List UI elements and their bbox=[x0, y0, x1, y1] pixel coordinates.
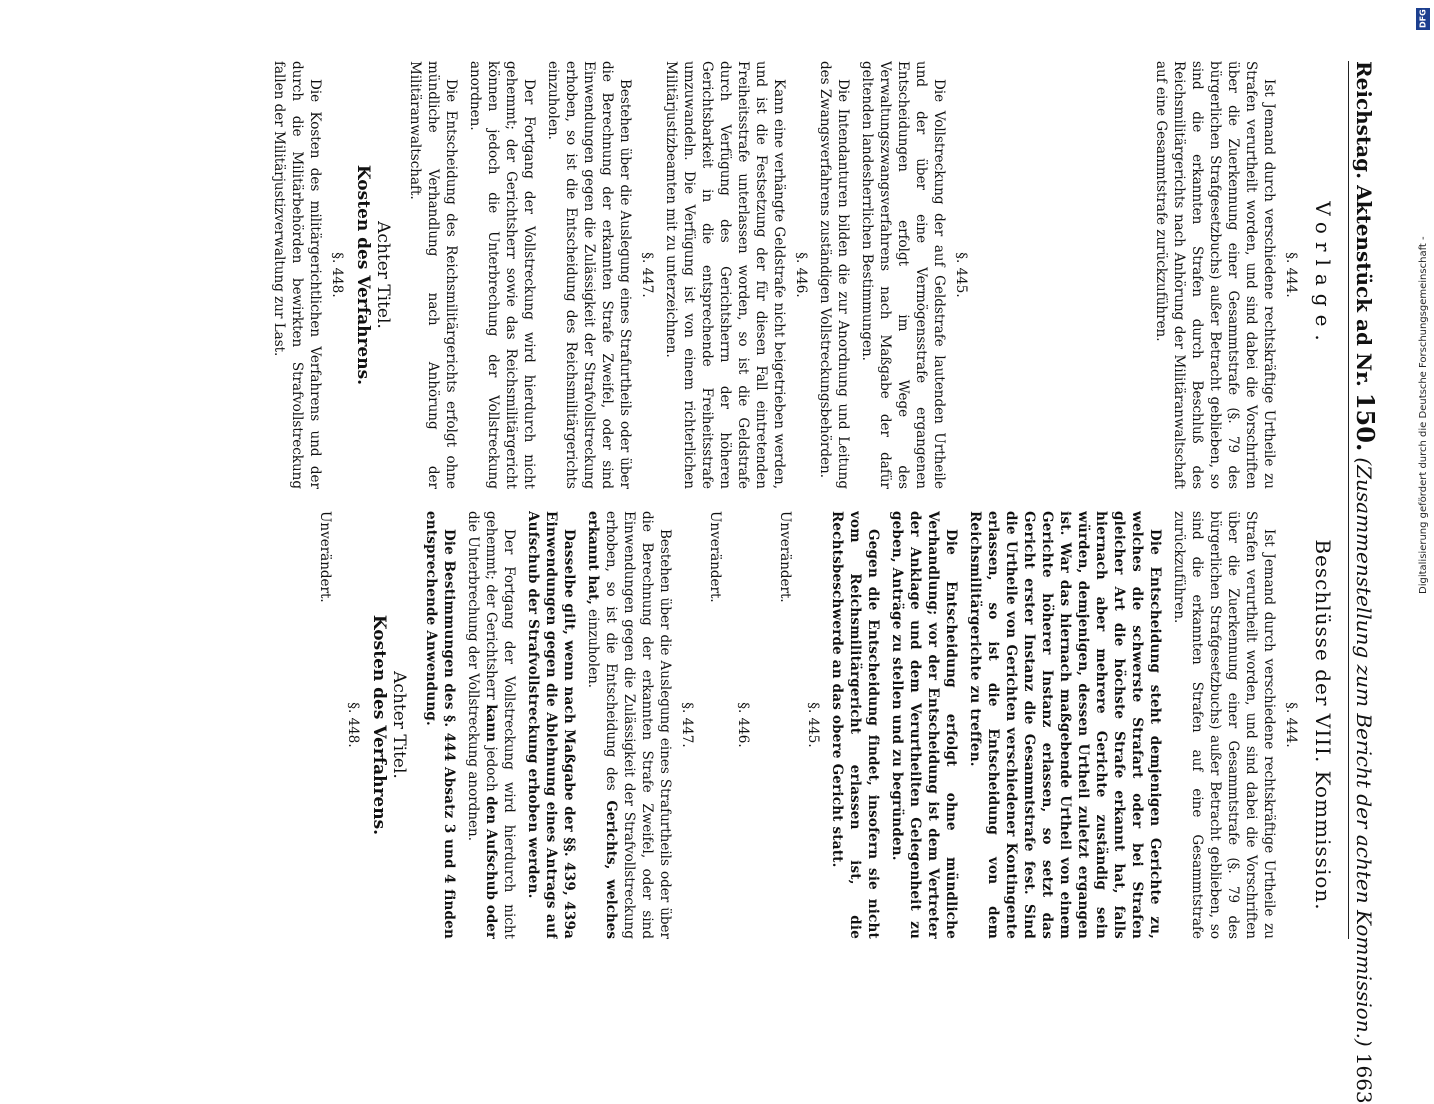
text-run: jedoch bbox=[483, 741, 499, 797]
paragraph-number: §. 445. bbox=[953, 252, 969, 298]
column-gap bbox=[758, 511, 766, 939]
paragraph-number: §. 447. bbox=[679, 702, 695, 748]
section-446-left bbox=[662, 61, 810, 489]
paragraph-number: §. 446. bbox=[735, 702, 751, 748]
column-gap bbox=[976, 61, 1146, 489]
paragraph-text bbox=[464, 511, 518, 939]
title-subheading: Kosten des Verfahrens. bbox=[353, 164, 373, 386]
title-heading: Achter Titel. bbox=[389, 671, 409, 779]
text-run: einzuholen. bbox=[585, 604, 601, 689]
unchanged-note: Unverändert. bbox=[777, 511, 793, 603]
paragraph-text-amended: Die Bestimmungen des §. 444 Absatz 3 und 4 finden entsprechende Anwendung. bbox=[423, 511, 457, 939]
text-run-amended: kann bbox=[483, 704, 499, 742]
paragraph-number: §. 445. bbox=[805, 702, 821, 748]
paragraph-text: Die Kosten des militärgerichtlichen Verfahrens und der durch die Militärbehörden bewirkten Strafvollstreckung fallen der Militärjustizverwaltung zur Last. bbox=[271, 61, 323, 489]
column-title-vorlage: Vorlage. bbox=[1311, 201, 1335, 349]
document-page bbox=[32, 35, 1402, 1104]
text-run-amended: Gerichts, welches erkannt hat, bbox=[585, 511, 619, 939]
paragraph-text: Ist Jemand durch verschiedene rechtskräftige Urtheile zu Strafen verurtheilt worden, und sind dabei die Vorschriften über die Zuerkennung einer Gesammtstrafe (§. 79 des bürgerlichen Strafgesetzbuchs) außer Betracht geblieben, so sind die erkannten Strafen auf eine Gesammtstrafe zurückzuführen. bbox=[1171, 511, 1277, 939]
paragraph-number: §. 444. bbox=[1283, 702, 1299, 748]
title-subheading: Kosten des Verfahrens. bbox=[369, 614, 389, 836]
paragraph-number: §. 448. bbox=[345, 702, 361, 748]
text-run: Der Fortgang der Vollstreckung wird hierdurch nicht gehemmt; der Gerichtsherr bbox=[483, 511, 517, 939]
paragraph-text-amended: Die Entscheidung steht demjenigen Gerichte zu, welches die schwerste Strafart oder bei Strafen gleicher Art die höchste Strafe erkannt hat, falls hiernach aber mehrere Gerichte zuständig sein würden, demjenigen, dessen Urtheil zuletzt ergangen ist. War das hiernach maßgebende Urtheil von einem Gerichte höherer Instanz erlassen, so setzt das Gericht erster Instanz die Gesammtstrafe fest. Sind die Urtheile von Gerichten verschiedener Kontingente erlassen, so ist die Entscheidung von dem Reichsmilitärgerichte zu treffen. bbox=[967, 511, 1163, 939]
dfg-logo-icon: DFG bbox=[1416, 8, 1430, 30]
paragraph-text: Ist Jemand durch verschiedene rechtskräftige Urtheile zu Strafen verurtheilt worden, und sind dabei die Vorschriften über die Zuerkennung einer Gesammtstrafe (§. 79 des bürgerlichen Strafgesetzbuchs) außer Betracht geblieben, so sind die erkannten Strafen durch Beschluß des Reichsmilitärgerichts nach Anhörung der Militäranwaltschaft auf eine Gesammtstrafe zurückzuführen. bbox=[1153, 61, 1277, 489]
header-number: 150. bbox=[1351, 392, 1380, 452]
page-header bbox=[1348, 61, 1380, 1104]
paragraph-text: Die Intendanturen bilden die zur Anordnung und Leitung des Zwangsverfahrens zuständigen Vollstreckungsbehörden. bbox=[817, 61, 851, 489]
header-subtitle: (Zusammenstellung zum Bericht der achten Kommission.) bbox=[1352, 457, 1376, 1047]
watermark-text: Digitalisierung gefördert durch die Deutsche Forschungsgemeinschaft - bbox=[1418, 236, 1429, 594]
paragraph-text: Bestehen über die Auslegung eines Strafurtheils oder über die Berechnung der erkannten Strafe Zweifel, oder sind Einwendungen gegen die Zulässigkeit der Strafvollstreckung erhoben, so ist die Entscheidung des Reichsmilitärgerichts einzuholen. bbox=[545, 61, 633, 489]
section-446-right bbox=[706, 511, 752, 939]
text-run: Bestehen über die Auslegung eines Strafurtheils oder über die Berechnung der erkannten Strafe Zweifel, oder sind Einwendungen gegen die Zulässigkeit der Strafvollstreckung erhoben, so ist die Entscheidung des bbox=[603, 511, 673, 939]
paragraph-number: §. 444. bbox=[1283, 252, 1299, 298]
section-448-left bbox=[270, 61, 346, 489]
paragraph-text-amended: Die Entscheidung erfolgt ohne mündliche Verhandlung; vor der Entscheidung ist dem Vertreter der Anklage und dem Verurtheilten Gelegenheit zu geben, Anträge zu stellen und zu begründen. bbox=[889, 511, 959, 939]
section-444-left bbox=[1152, 61, 1300, 489]
paragraph-text bbox=[584, 511, 674, 939]
column-vorlage bbox=[58, 61, 1336, 489]
paragraph-text: Kann eine verhängte Geldstrafe nicht beigetrieben werden, und ist die Festsetzung der für diesen Fall eintretenden Freiheitsstrafe unterlassen worden, so ist die Geldstrafe durch Verfügung des Gerichtsherrn der höheren Gerichtsbarkeit in die entsprechende Freiheitsstrafe umzuwandeln. Die Verfügung ist von einem richterlichen Militärjustizbeamten mit zu unterzeichnen. bbox=[663, 61, 787, 489]
paragraph-text: Die Vollstreckung der auf Geldstrafe lautenden Urtheile und der über eine Vermögensstrafe ergangenen Entscheidungen erfolgt im Wege des Verwaltungszwangsverfahrens nach Maßgabe der dafür geltenden landesherrlichen Bestimmungen. bbox=[859, 61, 947, 489]
paragraph-number: §. 446. bbox=[793, 252, 809, 298]
paragraph-text-amended: Gegen die Entscheidung findet, insofern sie nicht vom Reichsmilitärgericht erlassen ist, die Rechtsbeschwerde an das obere Gericht statt. bbox=[829, 511, 881, 939]
digitization-watermark bbox=[1414, 0, 1434, 1000]
paragraph-number: §. 448. bbox=[329, 252, 345, 298]
text-run: die Unterbrechung der Vollstreckung anordnen. bbox=[465, 511, 481, 841]
paragraph-text: Der Fortgang der Vollstreckung wird hierdurch nicht gehemmt; der Gerichtsherr sowie das Reichsmilitärgericht können jedoch die Unterbrechung der Vollstreckung anordnen. bbox=[467, 61, 537, 489]
section-444-right bbox=[828, 511, 1300, 939]
page-number: 1663 bbox=[1352, 1052, 1376, 1104]
column-title-beschluesse: Beschlüsse der VIII. Kommission. bbox=[1311, 539, 1335, 911]
section-445-left bbox=[816, 61, 970, 489]
paragraph-text: Die Entscheidung des Reichsmilitärgerichts erfolgt ohne mündliche Verhandlung nach Anhörung der Militäranwaltschaft. bbox=[407, 61, 459, 489]
column-beschluesse bbox=[58, 511, 1336, 939]
paragraph-text-amended: Dasselbe gilt, wenn nach Maßgabe der §§. 439, 439a Einwendungen gegen die Ablehnung eines Antrags auf Aufschub der Strafvollstreckung erhoben werden. bbox=[525, 511, 577, 939]
text-run-amended: den Aufschub oder bbox=[483, 796, 499, 939]
two-column-layout bbox=[58, 61, 1336, 939]
paragraph-number: §. 447. bbox=[639, 252, 655, 298]
header-reichstag: Reichstag. bbox=[1352, 61, 1376, 180]
unchanged-note: Unverändert. bbox=[317, 511, 333, 603]
section-445-right bbox=[776, 511, 822, 939]
section-447-left bbox=[406, 61, 656, 489]
section-448-right bbox=[316, 511, 362, 939]
title-heading: Achter Titel. bbox=[373, 221, 393, 329]
header-aktenstueck: Aktenstück ad Nr. bbox=[1352, 185, 1376, 387]
section-447-right bbox=[422, 511, 696, 939]
unchanged-note: Unverändert. bbox=[707, 511, 723, 603]
